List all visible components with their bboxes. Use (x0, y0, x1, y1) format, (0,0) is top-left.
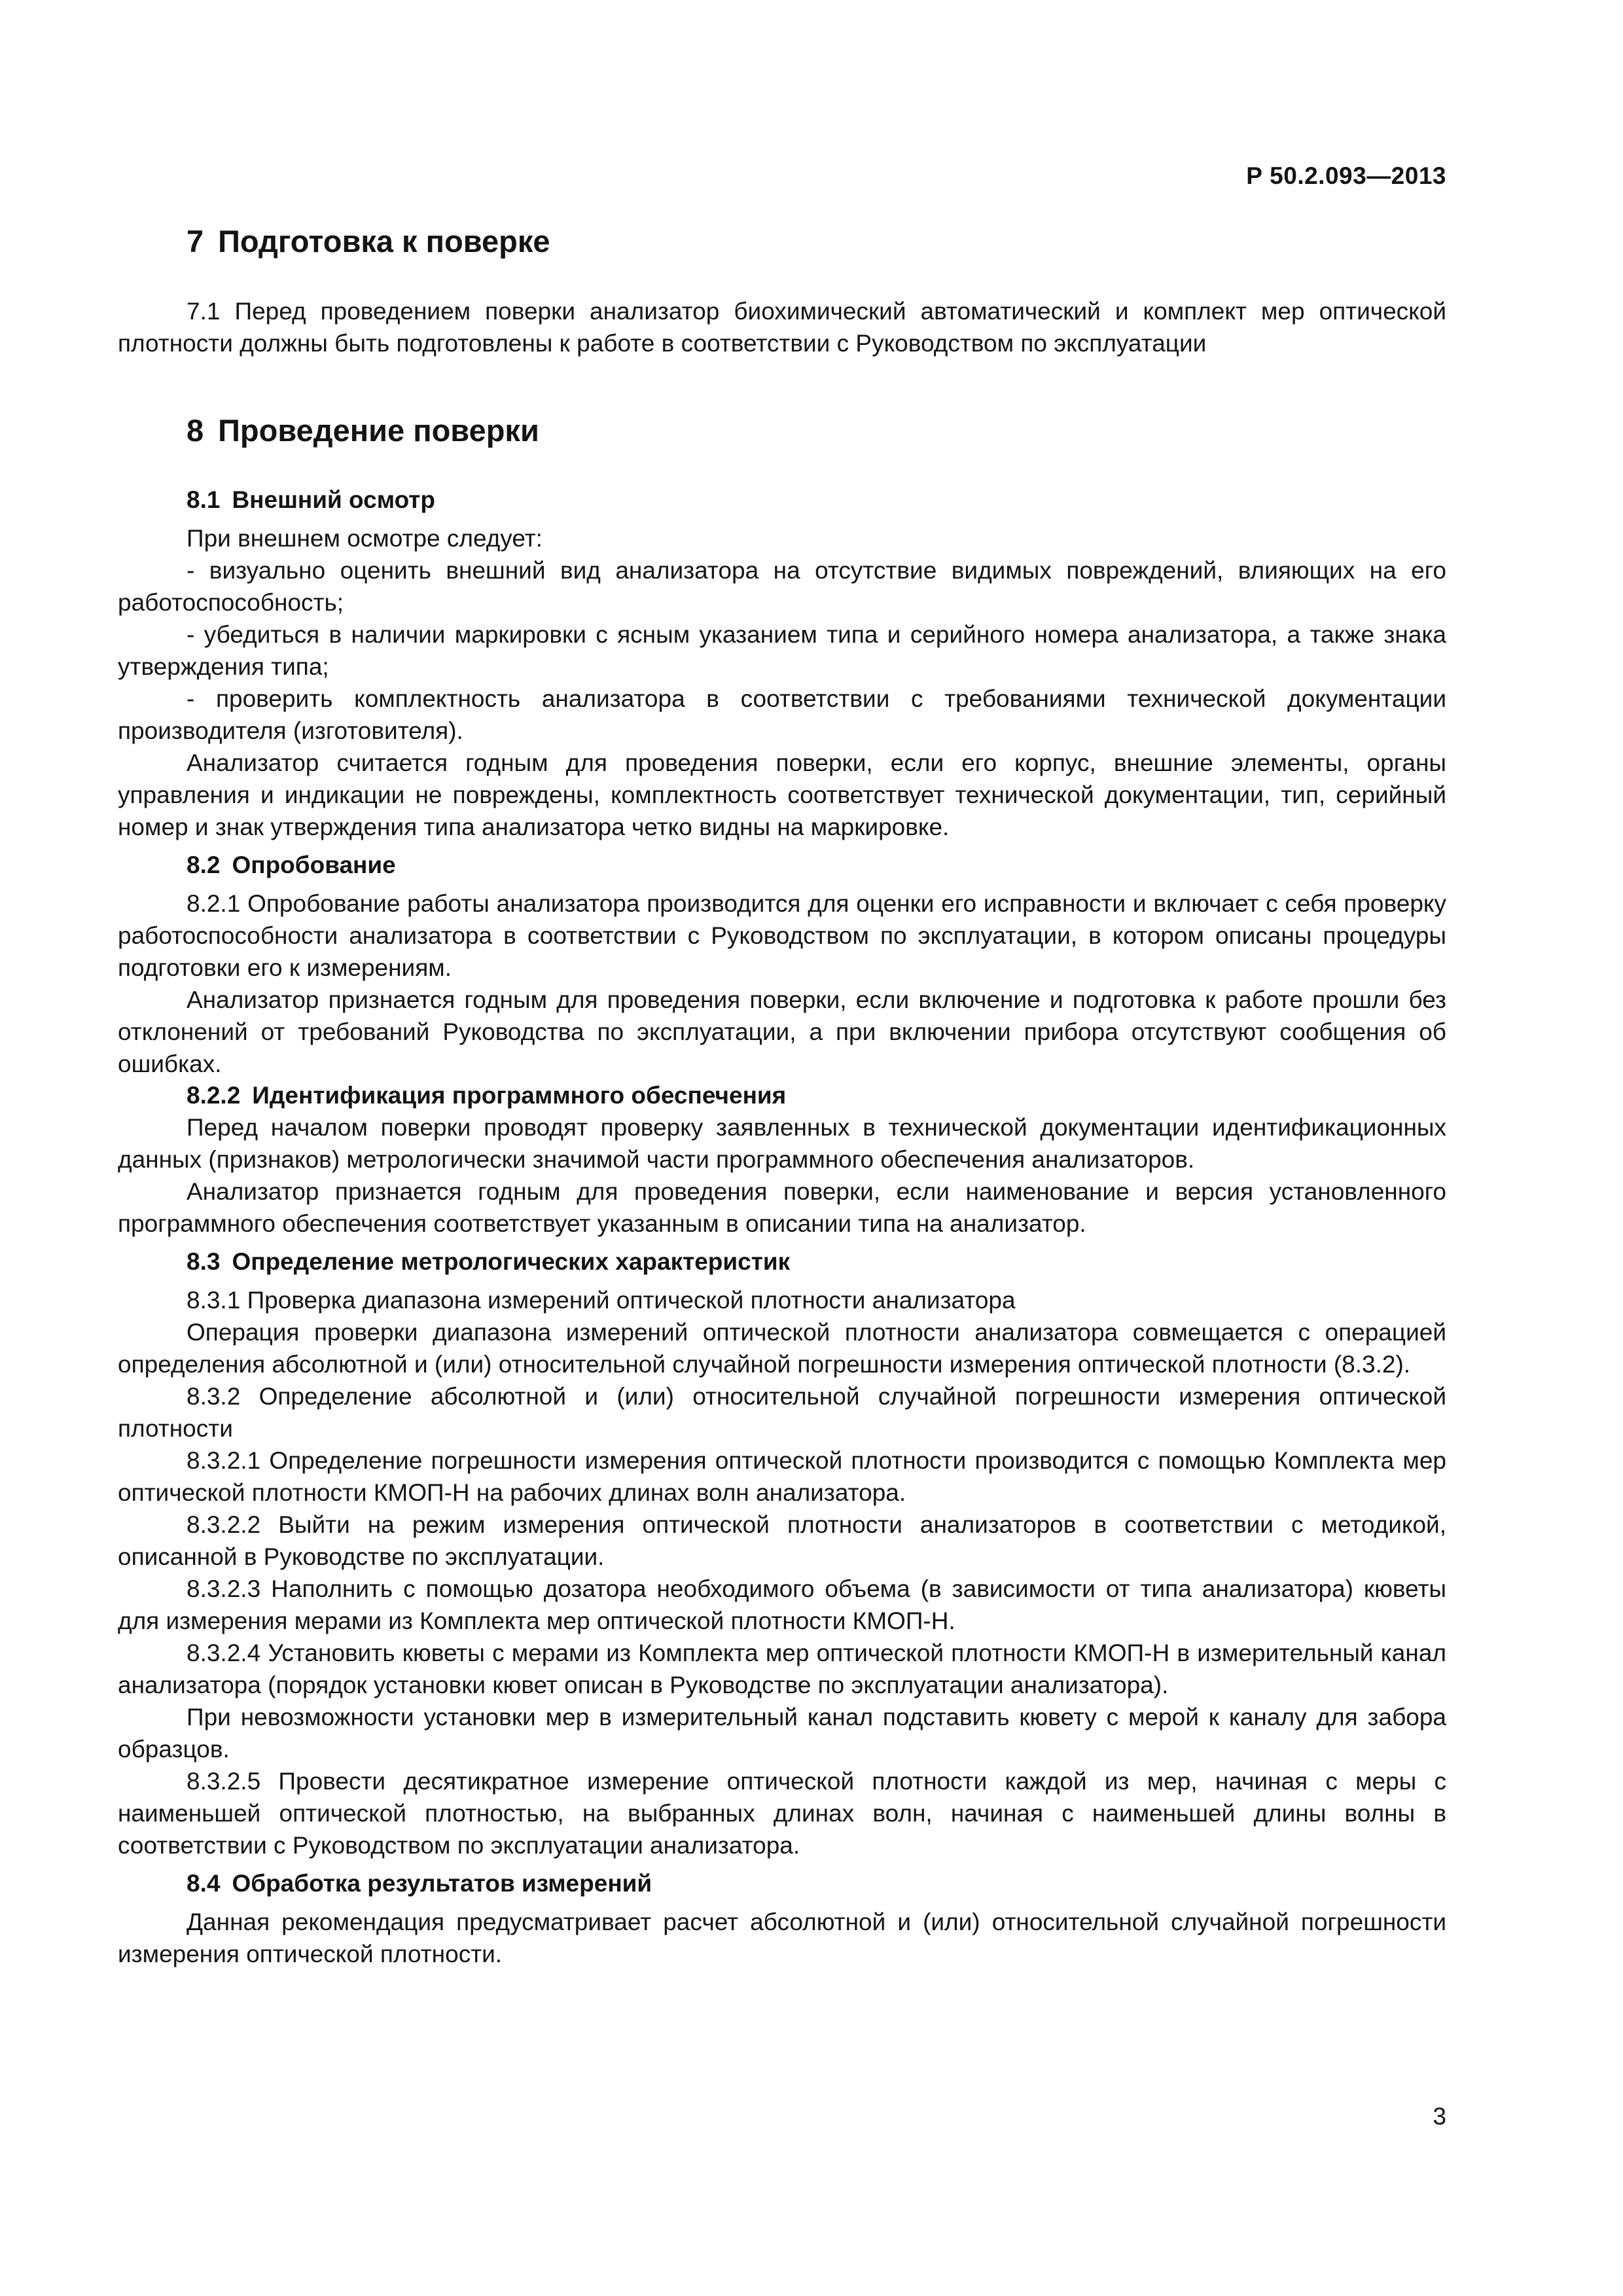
paragraph: Операция проверки диапазона измерений оптической плотности анализатора совмещается с операцией определения абсолютной и (или) относительной случайной погрешности измерения оптической плотности (8.3.2). (118, 1318, 1446, 1378)
paragraph: 8.3.1 Проверка диапазона измерений оптической плотности анализатора (187, 1286, 1016, 1314)
subsection-8-2-heading (118, 850, 1446, 881)
subsection-8-2-2-heading (118, 1080, 1446, 1111)
subsection-8-3-heading (118, 1246, 1446, 1278)
subsection-number: 8.4 (187, 1869, 221, 1897)
subsection-title: Внешний осмотр (232, 486, 436, 513)
paragraph: Перед началом поверки проводят проверку заявленных в технической документации идентификационных данных (признаков) метрологически значимой части программного обеспечения анализаторов. (118, 1113, 1446, 1173)
document-code: Р 50.2.093—2013 (1246, 162, 1446, 189)
paragraph: 8.3.2 Определение абсолютной и (или) относительной случайной погрешности измерения оптической плотности (118, 1382, 1446, 1442)
subsection-title: Опробование (232, 851, 396, 878)
section-title: Подготовка к поверке (218, 224, 550, 259)
subsection-title: Определение метрологических характеристик (232, 1247, 791, 1275)
paragraph: Анализатор считается годным для проведения поверки, если его корпус, внешние элементы, органы управления и индикации не повреждены, комплектность соответствует технической документации, тип, серийный номер и знак утверждения типа анализатора четко видны на маркировке. (118, 749, 1446, 840)
paragraph: Анализатор признается годным для проведения поверки, если наименование и версия установленного программного обеспечения соответствует указанным в описании типа на анализатор. (118, 1177, 1446, 1237)
document-page (118, 0, 1446, 2296)
subsection-number: 8.1 (187, 486, 221, 513)
section-number: 7 (187, 224, 204, 259)
document-body (118, 223, 1446, 1970)
paragraph: 8.3.2.5 Провести десятикратное измерение оптической плотности каждой из мер, начиная с меры с наименьшей оптической плотностью, на выбранных длинах волн, начиная с наименьшей длины волны в соответствии с Руководством по эксплуатации анализатора. (118, 1767, 1446, 1859)
paragraph: 8.3.2.4 Установить кюветы с мерами из Комплекта мер оптической плотности КМОП-Н в измерительный канал анализатора (порядок установки кювет описан в Руководстве по эксплуатации анализатора). (118, 1639, 1446, 1698)
section-8-heading (118, 412, 1446, 450)
paragraph: 8.3.2.1 Определение погрешности измерения оптической плотности производится с помощью Комплекта мер оптической плотности КМОП-Н на рабочих длинах волн анализатора. (118, 1446, 1446, 1506)
page-number: 3 (1433, 2103, 1446, 2130)
list-item: - визуально оценить внешний вид анализатора на отсутствие видимых повреждений, влияющих на его работоспособность; (118, 556, 1446, 616)
section-number: 8 (187, 412, 204, 448)
subsection-number: 8.2 (187, 851, 221, 878)
list-item: - проверить комплектность анализатора в соответствии с требованиями технической документации производителя (изготовителя). (118, 685, 1446, 744)
subsection-number: 8.3 (187, 1247, 221, 1275)
paragraph: При невозможности установки мер в измерительный канал подставить кювету с мерой к каналу для забора образцов. (118, 1703, 1446, 1763)
paragraph: Данная рекомендация предусматривает расчет абсолютной и (или) относительной случайной погрешности измерения оптической плотности. (118, 1908, 1446, 1967)
paragraph: 8.2.1 Опробование работы анализатора производится для оценки его исправности и включает с себя проверку работоспособности анализатора в соответствии с Руководством по эксплуатации, в котором описаны процедуры подготовки его к измерениям. (118, 889, 1446, 981)
subsection-8-1-heading (118, 484, 1446, 516)
section-7-heading (118, 223, 1446, 261)
subsection-title: Обработка результатов измерений (232, 1869, 652, 1897)
paragraph: 8.3.2.2 Выйти на режим измерения оптической плотности анализаторов в соответствии с методикой, описанной в Руководстве по эксплуатации. (118, 1511, 1446, 1570)
section-title: Проведение поверки (218, 412, 539, 448)
subsection-8-4-heading (118, 1868, 1446, 1899)
paragraph: При внешнем осмотре следует: (187, 524, 543, 552)
list-item: - убедиться в наличии маркировки с ясным указанием типа и серийного номера анализатора, а также знака утверждения типа; (118, 620, 1446, 680)
subsection-number: 8.2.2 (187, 1081, 241, 1109)
paragraph-7-1: 7.1 Перед проведением поверки анализатор биохимический автоматический и комплект мер оптической плотности должны быть подготовлены к работе в соответствии с Руководством по эксплуатации (118, 297, 1446, 357)
paragraph: Анализатор признается годным для проведения поверки, если включение и подготовка к работе прошли без отклонений от требований Руководства по эксплуатации, а при включении прибора отсутствуют сообщения об ошибках. (118, 986, 1446, 1077)
paragraph: 8.3.2.3 Наполнить с помощью дозатора необходимого объема (в зависимости от типа анализатора) кюветы для измерения мерами из Комплекта мер оптической плотности КМОП-Н. (118, 1575, 1446, 1634)
subsection-title: Идентификация программного обеспечения (252, 1081, 787, 1109)
